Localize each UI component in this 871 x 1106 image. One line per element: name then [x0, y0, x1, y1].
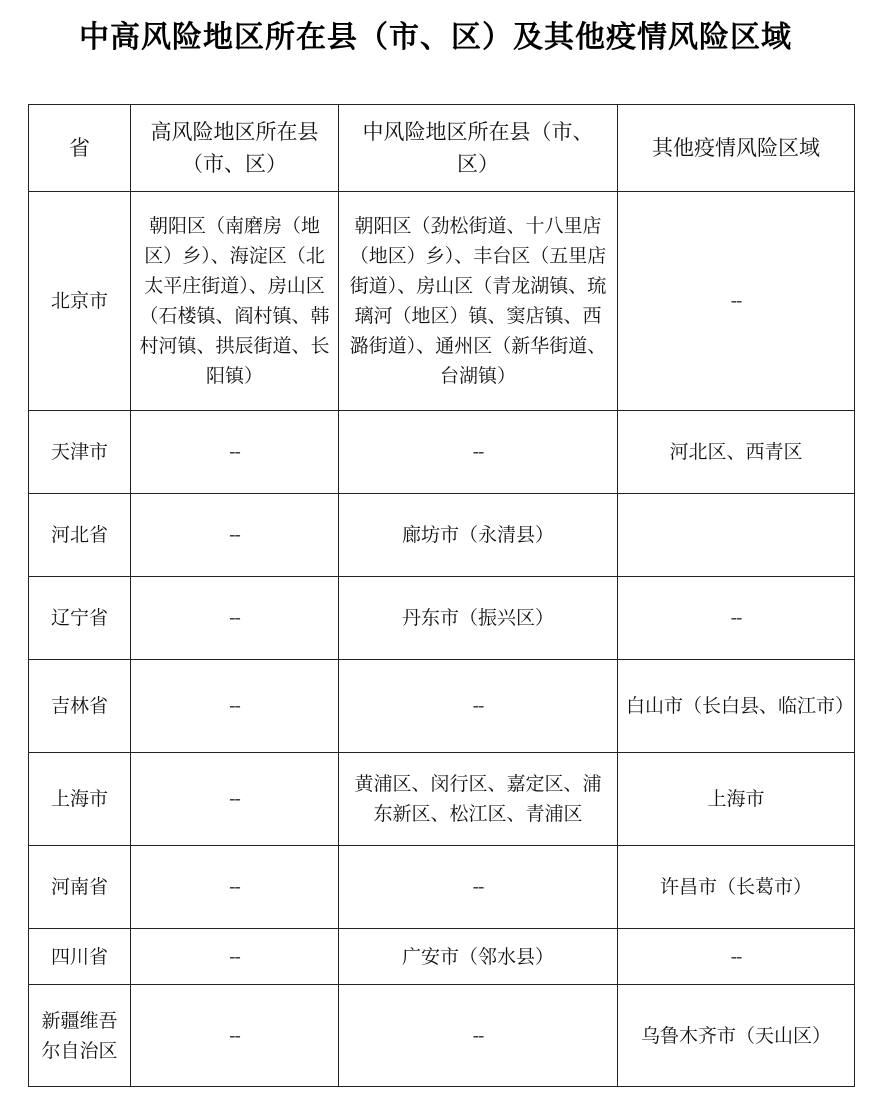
- province-cell: 辽宁省: [29, 577, 131, 660]
- other-risk-cell: [618, 494, 855, 577]
- table-row: [29, 577, 855, 660]
- header-medium-risk: 中风险地区所在县（市、区）: [339, 105, 618, 192]
- other-risk-cell: --: [618, 577, 855, 660]
- province-cell: 天津市: [29, 411, 131, 494]
- province-cell: 河北省: [29, 494, 131, 577]
- header-other-risk: 其他疫情风险区域: [618, 105, 855, 192]
- table-row: [29, 985, 855, 1087]
- high-risk-cell: --: [131, 846, 339, 929]
- medium-risk-cell: 丹东市（振兴区）: [339, 577, 618, 660]
- high-risk-cell: --: [131, 753, 339, 846]
- risk-areas-table: [28, 104, 855, 1087]
- header-province: 省: [29, 105, 131, 192]
- medium-risk-cell: --: [339, 411, 618, 494]
- table-row: [29, 753, 855, 846]
- header-high-risk: 高风险地区所在县（市、区）: [131, 105, 339, 192]
- page-title: 中高风险地区所在县（市、区）及其他疫情风险区域: [79, 20, 792, 55]
- other-risk-cell: 乌鲁木齐市（天山区）: [618, 985, 855, 1087]
- medium-risk-cell: 朝阳区（劲松街道、十八里店（地区）乡）、丰台区（五里店街道）、房山区（青龙湖镇、琉璃河（地区）镇、窦店镇、西潞街道）、通州区（新华街道、台湖镇）: [339, 192, 618, 411]
- table-row: [29, 929, 855, 985]
- medium-risk-cell: --: [339, 660, 618, 753]
- province-cell: 新疆维吾尔自治区: [29, 985, 131, 1087]
- other-risk-cell: --: [618, 929, 855, 985]
- other-risk-cell: 许昌市（长葛市）: [618, 846, 855, 929]
- province-cell: 上海市: [29, 753, 131, 846]
- province-cell: 四川省: [29, 929, 131, 985]
- high-risk-cell: 朝阳区（南磨房（地区）乡）、海淀区（北太平庄街道）、房山区（石楼镇、阎村镇、韩村河镇、拱辰街道、长阳镇）: [131, 192, 339, 411]
- high-risk-cell: --: [131, 411, 339, 494]
- high-risk-cell: --: [131, 494, 339, 577]
- high-risk-cell: --: [131, 929, 339, 985]
- other-risk-cell: --: [618, 192, 855, 411]
- high-risk-cell: --: [131, 985, 339, 1087]
- other-risk-cell: 上海市: [618, 753, 855, 846]
- high-risk-cell: --: [131, 577, 339, 660]
- table-row: [29, 494, 855, 577]
- high-risk-cell: --: [131, 660, 339, 753]
- province-cell: 北京市: [29, 192, 131, 411]
- table-row: [29, 411, 855, 494]
- other-risk-cell: 白山市（长白县、临江市）: [618, 660, 855, 753]
- medium-risk-cell: 廊坊市（永清县）: [339, 494, 618, 577]
- province-cell: 河南省: [29, 846, 131, 929]
- medium-risk-cell: 黄浦区、闵行区、嘉定区、浦东新区、松江区、青浦区: [339, 753, 618, 846]
- table-row: [29, 846, 855, 929]
- table-header-row: [29, 105, 855, 192]
- medium-risk-cell: --: [339, 985, 618, 1087]
- table-row: [29, 660, 855, 753]
- province-cell: 吉林省: [29, 660, 131, 753]
- other-risk-cell: 河北区、西青区: [618, 411, 855, 494]
- medium-risk-cell: --: [339, 846, 618, 929]
- table-row: [29, 192, 855, 411]
- medium-risk-cell: 广安市（邻水县）: [339, 929, 618, 985]
